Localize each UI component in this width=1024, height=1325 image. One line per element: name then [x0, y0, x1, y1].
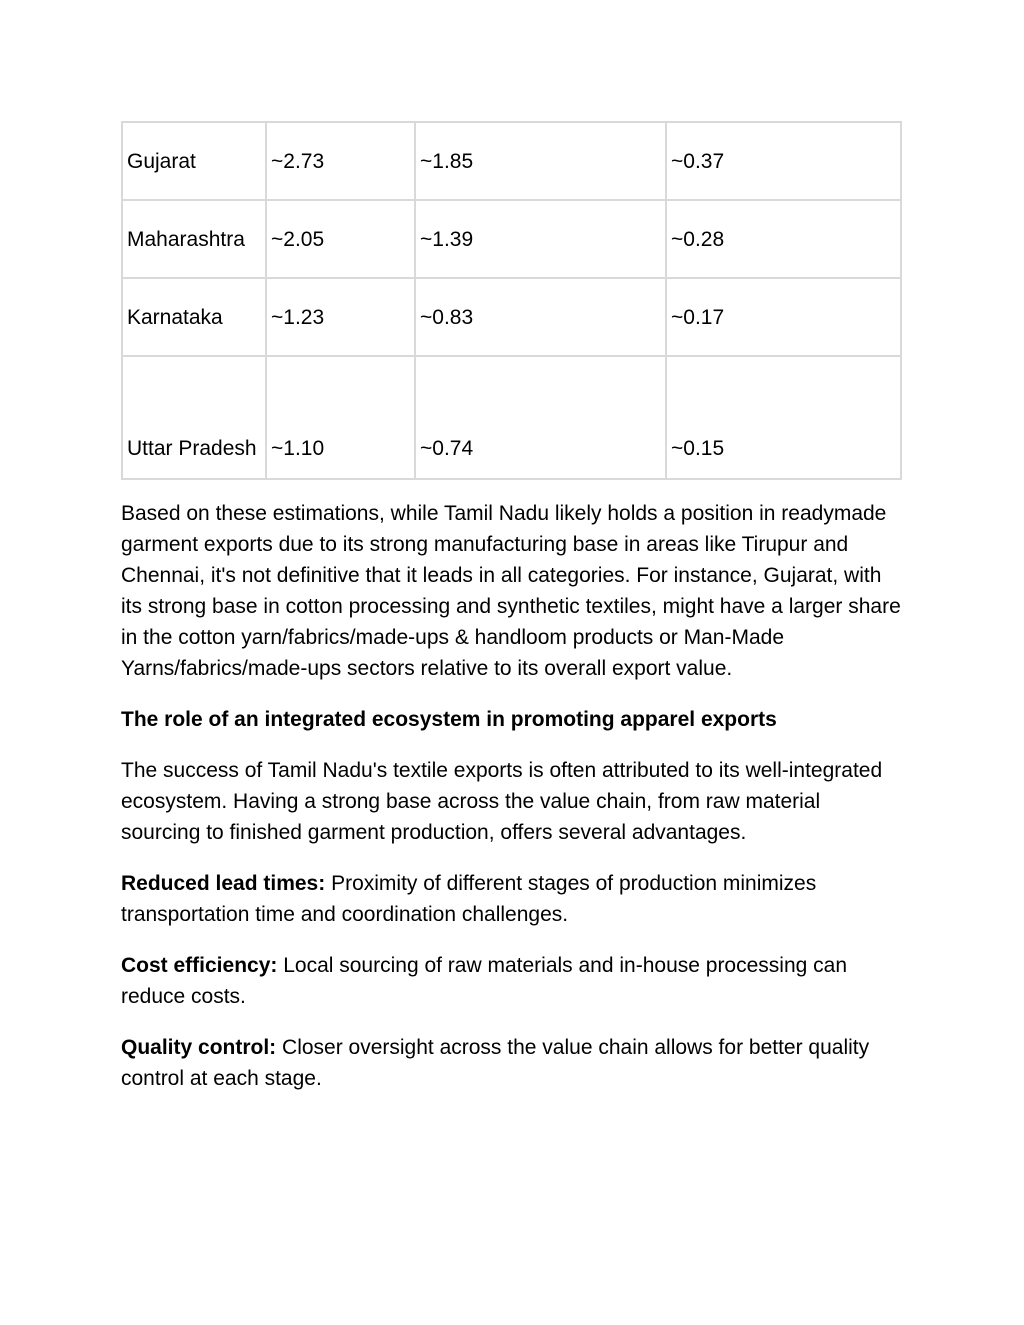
value-cell: ~0.37 [666, 122, 901, 200]
value-cell: ~1.10 [266, 356, 415, 479]
value-cell: ~0.83 [415, 278, 666, 356]
body-paragraph: The success of Tamil Nadu's textile exports is often attributed to its well-integrated ecosystem. Having a strong base across the value chain, from raw material sourcing to finished garment production, offers several advantages. [121, 759, 883, 844]
table-row [122, 200, 901, 278]
value-cell: ~2.05 [266, 200, 415, 278]
advantage-title: Cost efficiency: [121, 954, 278, 977]
state-cell: Karnataka [122, 278, 266, 356]
advantage-item [121, 950, 901, 1012]
value-cell: ~0.15 [666, 356, 901, 479]
advantage-title: Reduced lead times: [121, 872, 326, 895]
state-cell: Maharashtra [122, 200, 266, 278]
section-heading: The role of an integrated ecosystem in promoting apparel exports [121, 708, 777, 731]
state-export-table [121, 121, 902, 480]
value-cell: ~0.74 [415, 356, 666, 479]
value-cell: ~1.39 [415, 200, 666, 278]
advantage-text: Closer oversight across the value chain allows for better quality control at each stage. [121, 1036, 870, 1090]
value-cell: ~0.17 [666, 278, 901, 356]
advantage-item [121, 868, 901, 930]
state-cell: Gujarat [122, 122, 266, 200]
table-row [122, 122, 901, 200]
value-cell: ~2.73 [266, 122, 415, 200]
table-row [122, 356, 901, 479]
value-cell: ~1.85 [415, 122, 666, 200]
table-row [122, 278, 901, 356]
value-cell: ~0.28 [666, 200, 901, 278]
document-body [121, 498, 901, 1094]
advantage-text: Proximity of different stages of production minimizes transportation time and coordination challenges. [121, 872, 817, 926]
advantage-title: Quality control: [121, 1036, 277, 1059]
body-paragraph: Based on these estimations, while Tamil Nadu likely holds a position in readymade garment exports due to its strong manufacturing base in areas like Tirupur and Chennai, it's not definitive that it leads in all categories. For instance, Gujarat, with its strong base in cotton processing and synthetic textiles, might have a larger share in the cotton yarn/fabrics/made-ups & handloom products or Man-Made Yarns/fabrics/made-ups sectors relative to its overall export value. [121, 502, 901, 680]
advantage-text: Local sourcing of raw materials and in-house processing can reduce costs. [121, 954, 848, 1008]
state-cell: Uttar Pradesh [122, 356, 266, 479]
document-page [121, 121, 901, 1114]
value-cell: ~1.23 [266, 278, 415, 356]
advantage-item [121, 1032, 901, 1094]
